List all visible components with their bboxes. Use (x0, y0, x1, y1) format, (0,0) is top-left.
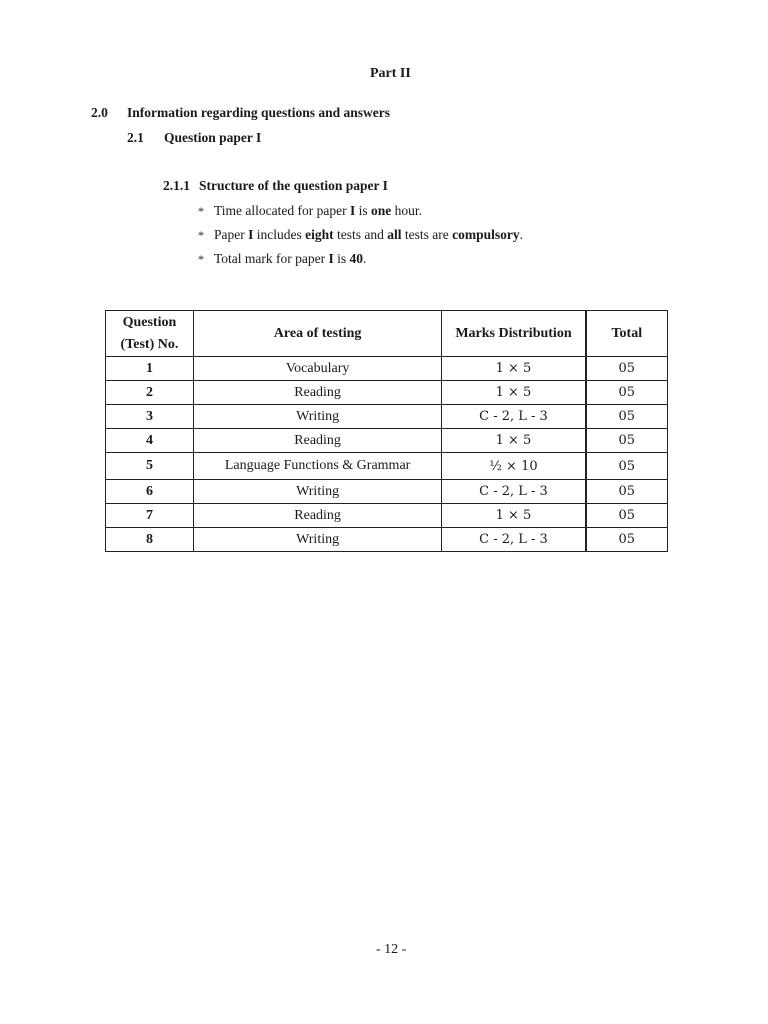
total-marks: 05 (586, 357, 668, 381)
marks-distribution: 1 × 5 (442, 357, 586, 381)
marks-distribution: 1 × 5 (442, 504, 586, 528)
bullet-emphasis: compulsory (452, 227, 520, 242)
bullet-marker: * (198, 228, 204, 242)
bullet-text: Time allocated for paper (214, 203, 350, 218)
area-of-testing: Writing (193, 528, 441, 552)
bullet-text: . (519, 227, 524, 242)
bullet-marker: * (198, 252, 204, 266)
bullet-tests-included (198, 227, 523, 243)
marks-distribution: C - 2, L - 3 (442, 480, 586, 504)
area-of-testing: Language Functions & Grammar (193, 453, 441, 480)
table-row (106, 405, 668, 429)
question-number: 1 (106, 357, 194, 381)
table-row (106, 357, 668, 381)
total-marks: 05 (586, 528, 668, 552)
header-question-no (106, 311, 194, 357)
area-of-testing: Writing (193, 405, 441, 429)
marks-table (105, 310, 668, 552)
table-row (106, 429, 668, 453)
subsection-title: Question paper I (164, 130, 262, 145)
bullet-marker: * (198, 204, 204, 218)
total-marks: 05 (586, 504, 668, 528)
section-heading (91, 105, 390, 121)
bullet-emphasis: I (328, 251, 334, 266)
header-total: Total (586, 311, 668, 357)
bullet-text: Paper (214, 227, 249, 242)
question-number: 7 (106, 504, 194, 528)
area-of-testing: Reading (193, 504, 441, 528)
subsubsection-heading (163, 178, 388, 194)
bullet-text: is (355, 203, 371, 218)
table-row (106, 504, 668, 528)
bullet-text: hour. (391, 203, 423, 218)
subsubsection-title: Structure of the question paper I (199, 178, 388, 193)
bullet-text: is (333, 251, 350, 266)
header-question-line1: Question (122, 314, 177, 330)
subsection-heading (127, 130, 261, 146)
table-row (106, 381, 668, 405)
marks-distribution: C - 2, L - 3 (442, 405, 586, 429)
subsubsection-number: 2.1.1 (163, 178, 190, 193)
section-title: Information regarding questions and answers (127, 105, 391, 120)
question-number: 6 (106, 480, 194, 504)
section-number: 2.0 (91, 105, 108, 120)
area-of-testing: Writing (193, 480, 441, 504)
bullet-text: . (363, 251, 367, 266)
table-header-row (106, 311, 668, 357)
marks-distribution: C - 2, L - 3 (442, 528, 586, 552)
bullet-text: tests are (401, 227, 453, 242)
table-row (106, 480, 668, 504)
header-marks-distribution: Marks Distribution (442, 311, 586, 357)
header-area-of-testing: Area of testing (193, 311, 441, 357)
bullet-emphasis: I (248, 227, 254, 242)
subsection-number: 2.1 (127, 130, 144, 145)
total-marks: 05 (586, 453, 668, 480)
bullet-time-allocated (198, 203, 422, 219)
bullet-text: Total mark for paper (214, 251, 329, 266)
bullet-emphasis: one (371, 203, 392, 218)
area-of-testing: Reading (193, 429, 441, 453)
total-marks: 05 (586, 405, 668, 429)
marks-distribution: 1 × 5 (442, 381, 586, 405)
bullet-emphasis: I (349, 203, 356, 218)
bullet-emphasis: eight (305, 227, 334, 242)
total-marks: 05 (586, 429, 668, 453)
bullet-total-mark (198, 251, 366, 267)
header-question-line2: (Test) No. (120, 336, 179, 352)
bullet-text: includes (253, 227, 306, 242)
area-of-testing: Vocabulary (193, 357, 441, 381)
question-number: 8 (106, 528, 194, 552)
bullet-emphasis: all (387, 227, 402, 242)
question-number: 3 (106, 405, 194, 429)
marks-distribution: 1 × 5 (442, 429, 586, 453)
question-number: 5 (106, 453, 194, 480)
area-of-testing: Reading (193, 381, 441, 405)
marks-distribution: ½ × 10 (442, 453, 586, 480)
total-marks: 05 (586, 381, 668, 405)
table-row (106, 528, 668, 552)
question-number: 2 (106, 381, 194, 405)
bullet-emphasis: 40 (349, 251, 364, 266)
table-row (106, 453, 668, 480)
page-number: - 12 - (376, 942, 407, 957)
part-title: Part II (370, 66, 411, 81)
bullet-text: tests and (333, 227, 388, 242)
total-marks: 05 (586, 480, 668, 504)
question-number: 4 (106, 429, 194, 453)
